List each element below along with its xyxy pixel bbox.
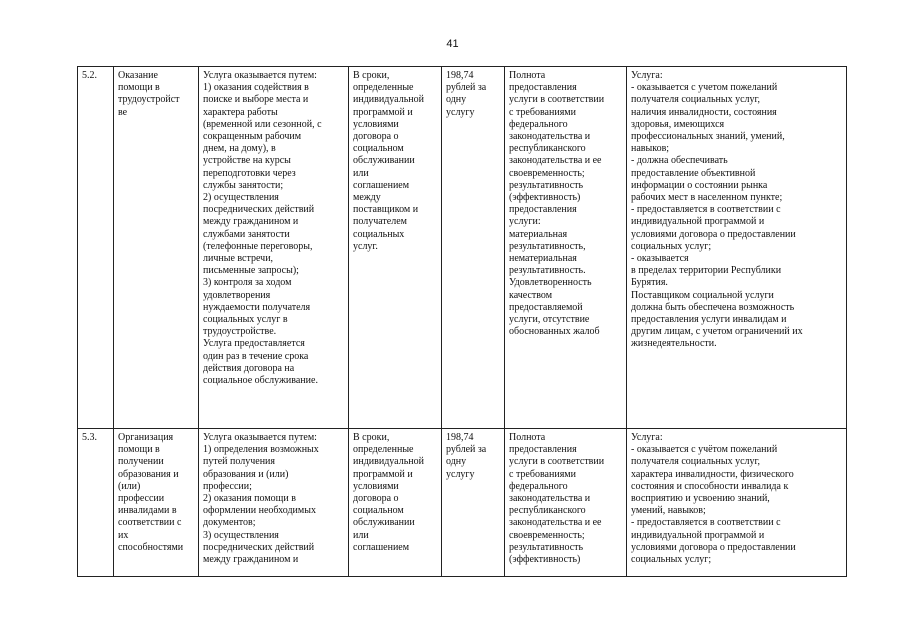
cell-service-price	[442, 67, 505, 429]
cell-line: Услуга предоставляется	[203, 338, 305, 350]
services-table	[77, 66, 847, 577]
table-row	[78, 67, 847, 429]
cell-line: службы занятости;	[203, 179, 284, 191]
cell-line: характера инвалидности, физического	[631, 468, 794, 480]
cell-line: характера работы	[203, 106, 278, 118]
cell-line: договора о	[353, 493, 399, 505]
cell-line: 2) осуществления	[203, 192, 279, 204]
cell-line: условиями договора о предоставлении	[631, 541, 796, 553]
cell-service-terms	[349, 429, 442, 577]
cell-line: ве	[118, 106, 128, 118]
cell-line: законодательства и ее	[509, 155, 602, 167]
cell-line: рублей за	[446, 444, 487, 456]
cell-line: определенные	[353, 444, 414, 456]
cell-line: соглашением	[353, 179, 410, 191]
cell-line: (временной или сезонной, с	[203, 118, 322, 130]
cell-line: индивидуальной программой и	[631, 216, 765, 228]
cell-line: республиканского	[509, 143, 586, 155]
cell-line: услуг.	[353, 240, 378, 252]
cell-service-conditions	[627, 429, 847, 577]
cell-line: наличия инвалидности, состояния	[631, 106, 777, 118]
cell-line: восприятию и усвоению знаний,	[631, 493, 770, 505]
cell-number: 5.2.	[78, 67, 114, 429]
cell-number: 5.3.	[78, 429, 114, 577]
cell-line: индивидуальной	[353, 456, 424, 468]
cell-line: или	[353, 529, 369, 541]
cell-line: социальных услуг в	[203, 314, 288, 326]
cell-line: 3) осуществления	[203, 529, 279, 541]
cell-line: образования и (или)	[203, 468, 289, 480]
cell-line: должна быть обеспечена возможность	[631, 301, 795, 313]
cell-line: Удовлетворенность	[509, 277, 592, 289]
cell-line: между гражданином и	[203, 216, 299, 228]
cell-line: одну	[446, 94, 467, 106]
cell-line: 1) оказания содействия в	[203, 82, 309, 94]
cell-line: состояния и способности инвалида к	[631, 480, 789, 492]
cell-line: (телефонные переговоры,	[203, 240, 313, 252]
cell-line: социальное обслуживание.	[203, 375, 318, 387]
cell-line: - оказывается с учетом пожеланий	[631, 82, 778, 94]
cell-line: программой и	[353, 468, 413, 480]
cell-line: - оказывается	[631, 253, 689, 265]
cell-line: помощи в	[118, 82, 160, 94]
cell-line: услугу	[446, 106, 475, 118]
table-row	[78, 429, 847, 577]
cell-line: образования и	[118, 468, 179, 480]
cell-quality-indicators	[505, 67, 627, 429]
cell-line: действия договора на	[203, 362, 295, 374]
cell-line: рублей за	[446, 82, 487, 94]
cell-line: обоснованных жалоб	[509, 326, 600, 338]
cell-line: получении	[118, 456, 164, 468]
cell-line: (или)	[118, 480, 141, 492]
cell-service-name	[114, 429, 199, 577]
cell-line: законодательства и ее	[509, 517, 602, 529]
cell-line: письменные запросы);	[203, 265, 299, 277]
cell-line: устройстве на курсы	[203, 155, 291, 167]
cell-line: 198,74	[446, 432, 474, 443]
cell-line: обслуживании	[353, 517, 415, 529]
cell-line: услуги:	[509, 216, 541, 228]
cell-line: условиями договора о предоставлении	[631, 228, 796, 240]
cell-line: нематериальная	[509, 253, 577, 265]
cell-line: путей получения	[203, 456, 275, 468]
cell-line: службами занятости	[203, 228, 290, 240]
cell-line: договора о	[353, 131, 399, 143]
cell-line: индивидуальной	[353, 94, 424, 106]
cell-line: предоставления	[509, 204, 577, 216]
cell-line: соответствии с	[118, 517, 182, 529]
cell-line: получателем	[353, 216, 407, 228]
cell-line: между	[353, 192, 381, 204]
cell-line: - должна обеспечивать	[631, 155, 728, 167]
cell-line: услугу	[446, 468, 475, 480]
cell-line: Услуга:	[631, 432, 663, 443]
cell-line: качеством	[509, 289, 553, 301]
cell-service-price	[442, 429, 505, 577]
cell-line: профессиональных знаний, умений,	[631, 131, 785, 143]
cell-line: Полнота	[509, 432, 546, 443]
cell-line: социальных	[353, 228, 405, 240]
cell-line: Полнота	[509, 70, 546, 81]
cell-line: услуги, отсутствие	[509, 314, 590, 326]
cell-line: Оказание	[118, 70, 158, 81]
cell-line: индивидуальной программой и	[631, 529, 765, 541]
cell-line: предоставление объективной	[631, 167, 756, 179]
cell-line: нуждаемости получателя	[203, 301, 311, 313]
cell-line: республиканского	[509, 505, 586, 517]
cell-line: обслуживании	[353, 155, 415, 167]
cell-line: 1) определения возможных	[203, 444, 319, 456]
cell-line: или	[353, 167, 369, 179]
cell-line: результативность	[509, 179, 584, 191]
cell-line: - предоставляется в соответствии с	[631, 204, 781, 216]
cell-line: услуги в соответствии	[509, 94, 605, 106]
cell-line: поставщиком и	[353, 204, 419, 216]
cell-line: между гражданином и	[203, 554, 299, 566]
cell-line: предоставления услуги инвалидам и	[631, 314, 787, 326]
cell-line: результативность.	[509, 265, 586, 277]
cell-line: Поставщиком социальной услуги	[631, 289, 774, 301]
cell-line: условиями	[353, 480, 399, 492]
cell-line: помощи в	[118, 444, 160, 456]
cell-line: получателя социальных услуг,	[631, 94, 761, 106]
cell-line: предоставляемой	[509, 301, 583, 313]
cell-line: информации о состоянии рынка	[631, 179, 768, 191]
cell-line: (эффективность)	[509, 554, 581, 566]
cell-line: Услуга:	[631, 70, 663, 81]
cell-line: федерального	[509, 118, 568, 130]
cell-line: поиске и выборе места и	[203, 94, 309, 106]
cell-line: трудоустройстве.	[203, 326, 277, 338]
cell-line: трудоустройст	[118, 94, 180, 106]
cell-line: В сроки,	[353, 70, 390, 81]
cell-line: жизнедеятельности.	[631, 338, 717, 350]
cell-line: предоставления	[509, 82, 577, 94]
cell-line: одну	[446, 456, 467, 468]
cell-line: федерального	[509, 480, 568, 492]
cell-line: соглашением	[353, 541, 410, 553]
cell-line: личные встречи,	[203, 253, 274, 265]
cell-line: социальных услуг;	[631, 240, 712, 252]
cell-line: рабочих мест в населенном пункте;	[631, 192, 783, 204]
cell-line: получателя социальных услуг,	[631, 456, 761, 468]
cell-line: удовлетворения	[203, 289, 271, 301]
cell-line: способностями	[118, 541, 184, 553]
cell-line: Услуга оказывается путем:	[203, 432, 317, 443]
cell-line: Бурятия.	[631, 277, 668, 289]
cell-line: 2) оказания помощи в	[203, 493, 296, 505]
cell-line: результативность	[509, 541, 584, 553]
cell-line: социальном	[353, 505, 404, 517]
cell-line: В сроки,	[353, 432, 390, 443]
cell-service-description	[199, 67, 349, 429]
cell-line: здоровья, имеющихся	[631, 118, 725, 130]
cell-line: профессии;	[203, 480, 252, 492]
cell-line: законодательства и	[509, 131, 591, 143]
cell-line: определенные	[353, 82, 414, 94]
cell-line: оформлении необходимых	[203, 505, 316, 517]
cell-line: социальных услуг;	[631, 554, 712, 566]
cell-line: результативность,	[509, 240, 586, 252]
cell-line: Услуга оказывается путем:	[203, 70, 317, 81]
cell-line: сокращенным рабочим	[203, 131, 302, 143]
page-number: 41	[446, 38, 459, 50]
cell-service-terms	[349, 67, 442, 429]
cell-line: навыков;	[631, 143, 670, 155]
cell-quality-indicators	[505, 429, 627, 577]
cell-service-name	[114, 67, 199, 429]
cell-line: их	[118, 529, 129, 541]
cell-line: своевременность;	[509, 529, 585, 541]
cell-line: в пределах территории Республики	[631, 265, 782, 277]
cell-line: посреднических действий	[203, 541, 315, 553]
cell-line: своевременность;	[509, 167, 585, 179]
cell-line: 198,74	[446, 70, 474, 81]
cell-line: социальном	[353, 143, 404, 155]
cell-line: законодательства и	[509, 493, 591, 505]
cell-line: Организация	[118, 432, 174, 443]
cell-line: инвалидами в	[118, 505, 177, 517]
cell-line: посреднических действий	[203, 204, 315, 216]
cell-line: профессии	[118, 493, 165, 505]
cell-service-conditions	[627, 67, 847, 429]
cell-line: документов;	[203, 517, 256, 529]
cell-line: днем, на дому), в	[203, 143, 276, 155]
cell-line: программой и	[353, 106, 413, 118]
cell-line: условиями	[353, 118, 399, 130]
cell-line: - предоставляется в соответствии с	[631, 517, 781, 529]
cell-line: - оказывается с учётом пожеланий	[631, 444, 778, 456]
cell-line: материальная	[509, 228, 568, 240]
cell-line: предоставления	[509, 444, 577, 456]
cell-line: один раз в течение срока	[203, 350, 309, 362]
cell-line: умений, навыков;	[631, 505, 706, 517]
cell-line: услуги в соответствии	[509, 456, 605, 468]
cell-line: 3) контроля за ходом	[203, 277, 292, 289]
cell-line: переподготовки через	[203, 167, 296, 179]
cell-line: с требованиями	[509, 106, 576, 118]
cell-line: другим лицам, с учетом ограничений их	[631, 326, 803, 338]
cell-service-description	[199, 429, 349, 577]
cell-line: с требованиями	[509, 468, 576, 480]
cell-line: (эффективность)	[509, 192, 581, 204]
